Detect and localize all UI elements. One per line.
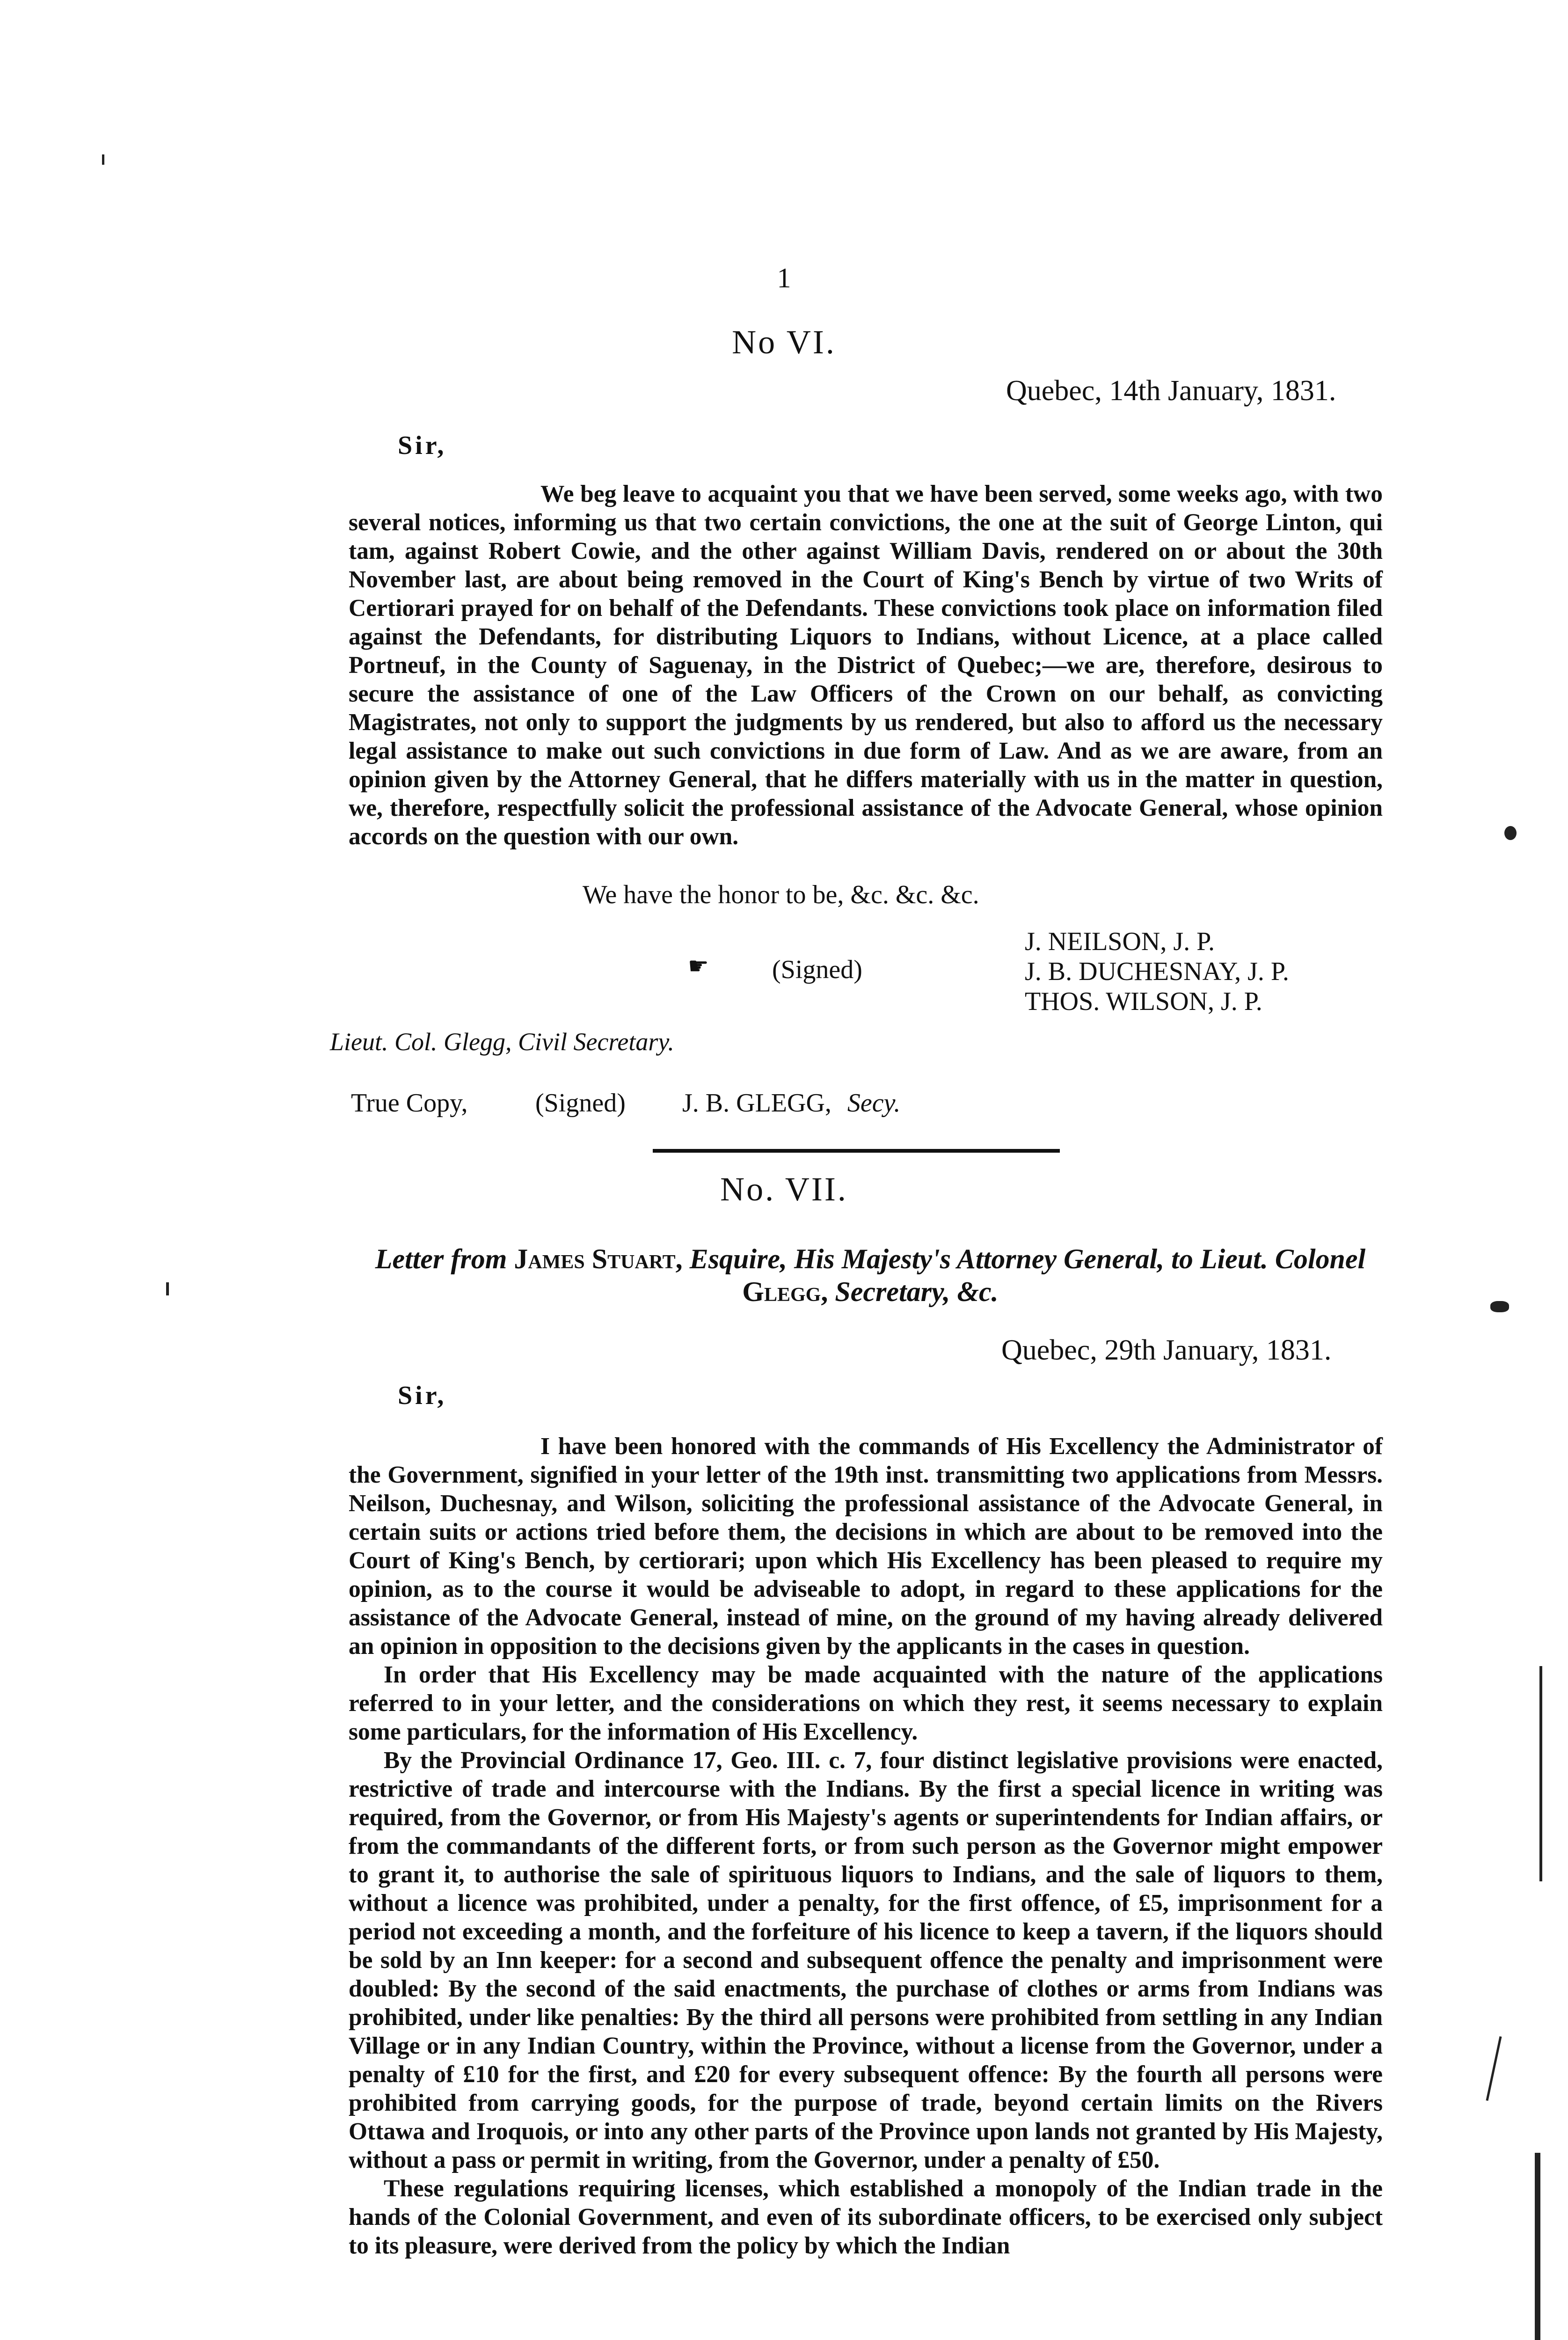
pointing-hand-icon: ☛ [688,953,709,979]
signatory-duchesnay: J. B. DUCHESNAY, J. P. [1025,957,1289,986]
signatory-wilson: THOS. WILSON, J. P. [1025,987,1262,1016]
true-copy-label: True Copy, [351,1089,468,1118]
letter-vii-title [365,1243,1376,1308]
salutation-vi: Sir, [398,431,447,460]
signed-label: (Signed) [772,955,862,984]
paragraph: We beg leave to acquaint you that we have been served, some weeks ago, with two several notices, informing us that two certain convictions, the one at the suit of George Linton, qui tam, against Robert Cowie, and the other against William Davis, rendered on or about the 30th November last, are about being removed in the Court of King's Bench by virtue of two Writs of Certiorari prayed for on behalf of the Defendants. These convictions took place on information filed against the Defendants, for distributing Liquors to Indians, without Licence, at a place called Portneuf, in the County of Saguenay, in the District of Quebec;—we are, therefore, desirous to secure the assistance of one of the Law Officers of the Crown on our behalf, as convicting Magistrates, not only to support the judgments by us rendered, but also to afford us the necessary legal assistance to make out such convictions in due form of Law. And as we are aware, from an opinion given by the Attorney General, that he differs materially with us in the matter in question, we, therefore, respectfully solicit the professional assistance of the Advocate General, whose opinion accords on the question with our own. [349,481,1383,850]
heading-no-vii: No. VII. [720,1170,848,1208]
paragraph: In order that His Excellency may be made acquainted with the nature of the applications referred to in your letter, and the considerations on which they rest, it seems necessary to explain some particulars, for the information of His Excellency. [349,1661,1383,1745]
title-rest-2: Secretary, &c. [835,1276,999,1307]
ink-blot [1490,1301,1509,1312]
title-lead: Letter from [375,1243,507,1274]
closing-vi: We have the honor to be, &c. &c. &c. [583,880,979,909]
paragraph: I have been honored with the commands of His Excellency the Administrator of the Government, signified in your letter of the 19th inst. transmitting two applications from Messrs. Neilson, Duchesnay, and Wilson, soliciting the professional assistance of the Advocate General, in certain suits or actions tried before them, the decisions in which are about to be removed into the Court of King's Bench, by certiorari; upon which His Excellency has been pleased to require my opinion, as to the course it would be adviseable to adopt, in regard to these applications for the assistance of the Advocate General, instead of mine, on the ground of my having already delivered an opinion in opposition to the decisions given by the applicants in the cases in question. [349,1433,1383,1660]
margin-line [1535,2153,1540,2340]
signatory-neilson: J. NEILSON, J. P. [1025,927,1215,956]
margin-stroke [1486,2036,1502,2101]
true-copy-signed: (Signed) [535,1089,626,1118]
ink-blot [1504,826,1517,840]
title-name-stuart: James Stuart, [514,1243,683,1274]
margin-line [1539,1666,1542,1881]
title-name-glegg: Glegg, [742,1276,828,1307]
section-divider [653,1149,1060,1153]
true-copy-title: Secy. [847,1089,901,1118]
margin-tick [102,154,104,165]
true-copy-line [351,1088,900,1118]
paragraph: These regulations requiring licenses, which established a monopoly of the Indian trade in the hands of the Colonial Government, and even of its subordinate officers, to be exercised only subject to its pleasure, were derived from the policy by which the Indian [349,2175,1383,2259]
dateline-vii: Quebec, 29th January, 1831. [1001,1334,1332,1366]
letter-vii-body [349,1432,1383,2260]
title-rest-1: Esquire, His Majesty's Attorney General, to Lieut. Colonel [689,1243,1366,1274]
folio-number: 1 [777,263,791,293]
dateline-vi: Quebec, 14th January, 1831. [1006,375,1336,407]
heading-no-vi: No VI. [732,323,836,361]
paragraph: By the Provincial Ordinance 17, Geo. III. c. 7, four distinct legislative provisions were enacted, restrictive of trade and intercourse with the Indians. By the first a special licence in writing was required, from the Governor, or from His Majesty's agents or superintendents for Indian affairs, or from the commandants of the different forts, or from such person as the Governor might empower to grant it, to authorise the sale of spirituous liquors to Indians, and the sale of liquors to them, without a licence was prohibited, under a penalty, for the first offence, of £5, imprisonment for a period not exceeding a month, and the forfeiture of his licence to keep a tavern, if the liquors should be sold by an Inn keeper: for a second and subsequent offence the penalty and imprisonment were doubled: By the second of the said enactments, the purchase of clothes or arms from Indians was prohibited, under like penalties: By the third all persons were prohibited from settling in any Indian Village or in any Indian Country, within the Province, without a license from the Governor, under a penalty of £10 for the first, and £20 for every subsequent offence: By the fourth all persons were prohibited from carrying goods, for the purpose of trade, beyond certain limits on the Rivers Ottawa and Iroquois, or into any other parts of the Province upon lands not granted by His Majesty, without a pass or permit in writing, from the Governor, under a penalty of £50. [349,1747,1383,2173]
salutation-vii: Sir, [398,1381,447,1410]
signatories [1025,927,1289,1016]
true-copy-name: J. B. GLEGG, [682,1089,831,1118]
letter-vi-body [349,480,1383,851]
margin-tick [166,1282,169,1295]
addressee-vi: Lieut. Col. Glegg, Civil Secretary. [330,1028,674,1056]
